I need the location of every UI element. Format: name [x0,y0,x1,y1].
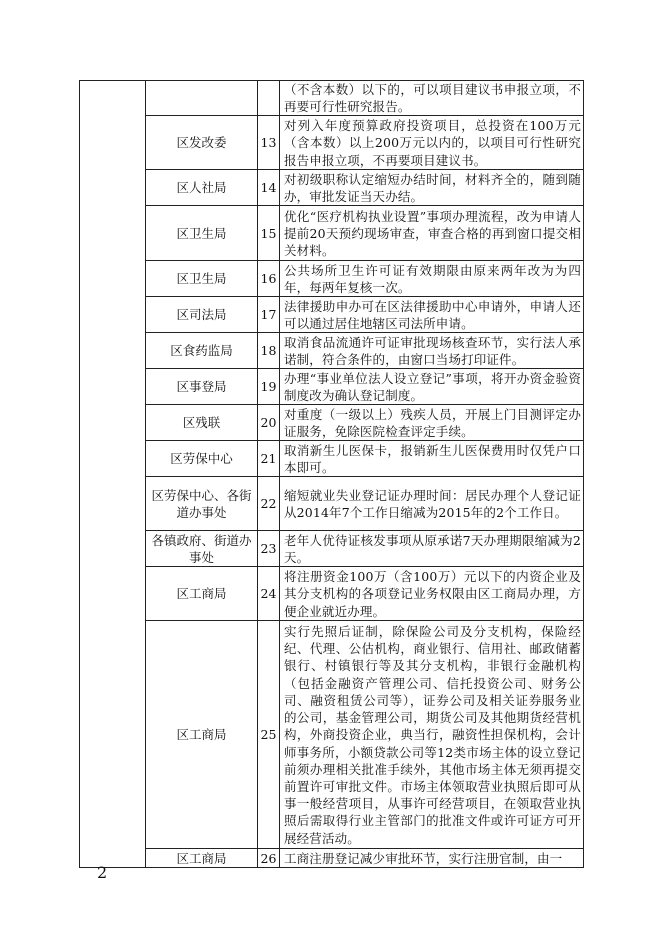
dept-cell: 区工商局 [146,849,258,868]
item-description: 对初级职称认定缩短办结时间，材料齐全的，随到随办，审批发证当天办结。 [280,170,584,206]
item-description: 公共场所卫生许可证有效期限由原来两年改为为四年，每两年复核一次。 [280,261,584,297]
dept-cell: 区工商局 [146,621,258,849]
item-description: 优化“医疗机构执业设置”事项办理流程，改为申请人提前20天预约现场审查，审查合格的再到窗口提交相关材料。 [280,206,584,261]
table-row [80,621,584,849]
dept-cell [146,81,258,116]
dept-cell: 区劳保中心 [146,441,258,477]
dept-cell: 区残联 [146,405,258,441]
dept-cell: 区事登局 [146,369,258,405]
item-number: 13 [258,116,280,170]
item-number: 20 [258,405,280,441]
item-description: 将注册资金100万（含100万）元以下的内资企业及其分支机构的各项登记业务权限由区工商局办理，方便企业就近办理。 [280,567,584,621]
item-description: 老年人优待证核发事项从原承诺7天办理期限缩减为2天。 [280,531,584,567]
item-number: 23 [258,531,280,567]
item-description: 取消食品流通许可证审批现场核查环节，实行法人承诺制，符合条件的，由窗口当场打印证件。 [280,333,584,369]
table-row [80,531,584,567]
dept-cell: 区人社局 [146,170,258,206]
table-row [80,297,584,333]
table-row [80,477,584,531]
item-description: 工商注册登记减少审批环节，实行注册官制，由一 [280,849,584,868]
table-row [80,81,584,116]
item-description: 办理“事业单位法人设立登记”事项，将开办资金验资制度改为确认登记制度。 [280,369,584,405]
item-number: 24 [258,567,280,621]
item-number [258,81,280,116]
table-row [80,567,584,621]
item-number: 26 [258,849,280,868]
item-number: 17 [258,297,280,333]
item-number: 14 [258,170,280,206]
dept-cell: 区司法局 [146,297,258,333]
item-number: 16 [258,261,280,297]
dept-cell: 区发改委 [146,116,258,170]
table-row [80,206,584,261]
reform-items-table [79,80,584,868]
table-row [80,441,584,477]
dept-cell: 区食药监局 [146,333,258,369]
category-cell [80,81,146,868]
item-number: 15 [258,206,280,261]
item-description: 取消新生儿医保卡，报销新生儿医保费用时仅凭户口本即可。 [280,441,584,477]
table-row [80,170,584,206]
item-description: 对列入年度预算政府投资项目，总投资在100万元（含本数）以上200万元以内的，以项目可行性研究报告申报立项，不再要项目建议书。 [280,116,584,170]
table-row [80,849,584,868]
page-number: 2 [97,863,108,882]
item-number: 19 [258,369,280,405]
table-row [80,369,584,405]
table-row [80,116,584,170]
item-description: （不含本数）以下的，可以项目建议书申报立项，不再要可行性研究报告。 [280,81,584,116]
item-description: 法律援助申办可在区法律援助中心申请外，申请人还可以通过居住地辖区司法所申请。 [280,297,584,333]
item-description: 实行先照后证制，除保险公司及分支机构，保险经纪、代理、公估机构，商业银行、信用社、邮政储蓄银行、村镇银行等及其分支机构，非银行金融机构（包括金融资产管理公司、信托投资公司、财务公司、融资租赁公司等），证券公司及相关证券服务业的公司，基金管理公司，期货公司及其他期货经营机构，外商投资企业，典当行，融资性担保机构，会计师事务所，小额贷款公司等12类市场主体的设立登记前须办理相关批准手续外，其他市场主体无须再提交前置许可审批文件。市场主体领取营业执照后即可从事一般经营项目，从事许可经营项目，在领取营业执照后需取得行业主管部门的批准文件或许可证方可开展经营活动。 [280,621,584,849]
dept-cell: 各镇政府、街道办事处 [146,531,258,567]
dept-cell: 区劳保中心、各街道办事处 [146,477,258,531]
dept-cell: 区卫生局 [146,206,258,261]
item-description: 缩短就业失业登记证办理时间：居民办理个人登记证从2014年7个工作日缩减为2015年的2个工作日。 [280,477,584,531]
item-number: 25 [258,621,280,849]
item-description: 对重度（一级以上）残疾人员，开展上门目测评定办证服务，免除医院检查评定手续。 [280,405,584,441]
dept-cell: 区卫生局 [146,261,258,297]
table-row [80,261,584,297]
dept-cell: 区工商局 [146,567,258,621]
table-row [80,405,584,441]
table-row [80,333,584,369]
item-number: 21 [258,441,280,477]
item-number: 22 [258,477,280,531]
item-number: 18 [258,333,280,369]
